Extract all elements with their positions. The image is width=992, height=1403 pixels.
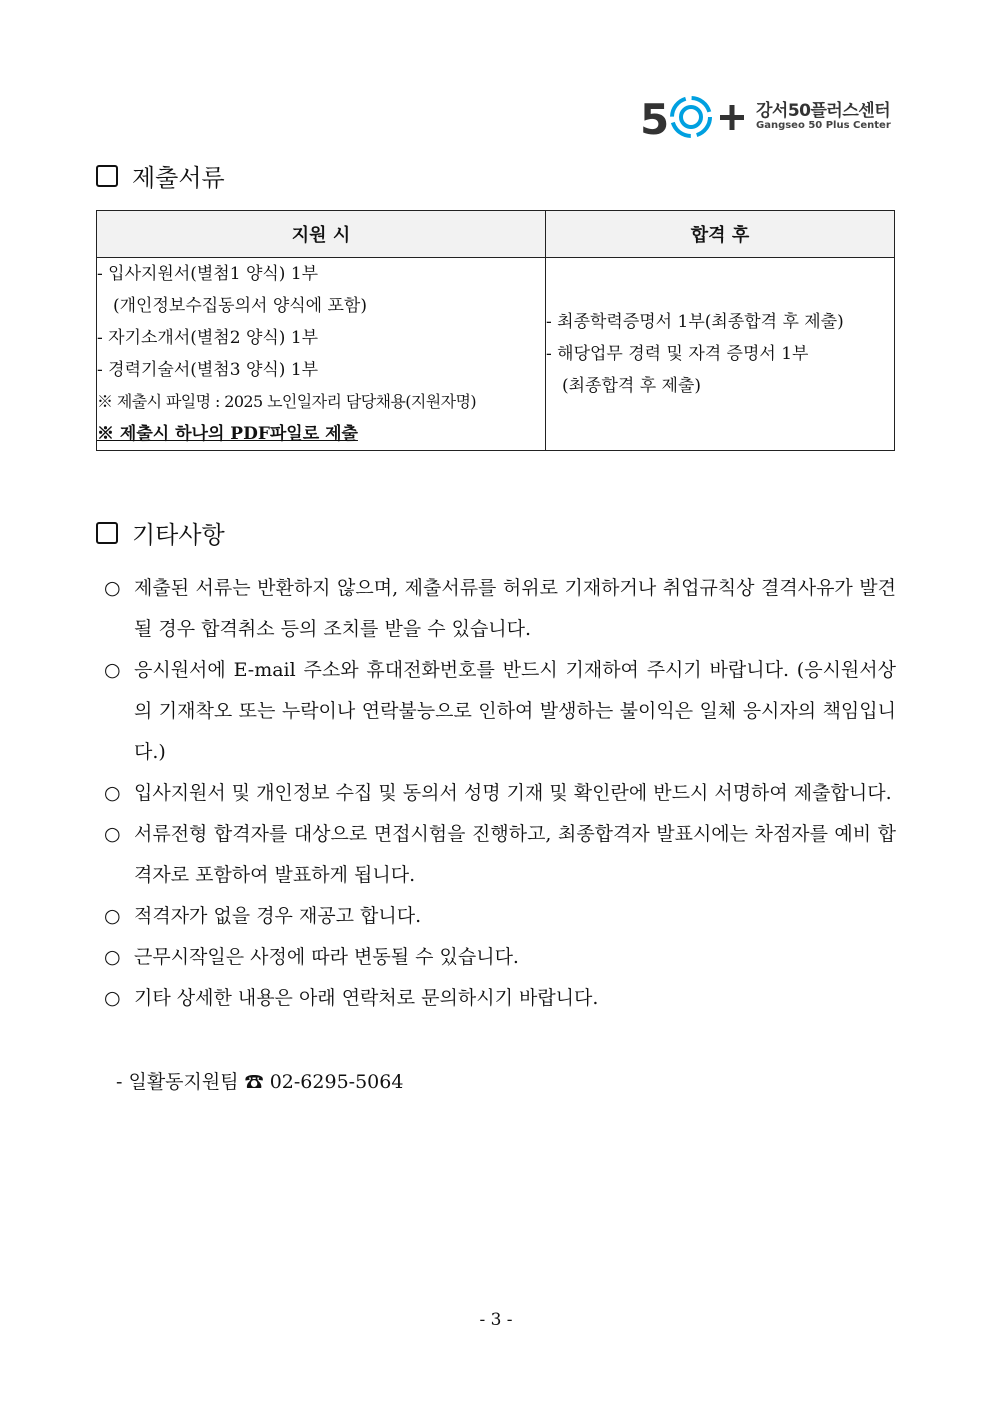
pdf-submit-note: ※ 제출시 하나의 PDF파일로 제출 xyxy=(97,424,358,444)
section-title-other xyxy=(96,515,225,550)
section-title-text: 기타사항 xyxy=(132,521,225,549)
list-item xyxy=(104,978,896,1019)
doc-line: (최종합격 후 제출) xyxy=(562,376,702,396)
svg-text:5: 5 xyxy=(640,95,670,142)
contact-team: - 일활동지원팀 xyxy=(116,1071,239,1093)
header-on-apply: 지원 시 xyxy=(97,211,546,258)
circle-bullet-icon: ○ xyxy=(104,577,121,599)
contact-phone: 02-6295-5064 xyxy=(269,1071,404,1093)
circle-bullet-icon: ○ xyxy=(104,782,121,804)
circle-bullet-icon: ○ xyxy=(104,946,121,968)
list-item xyxy=(104,773,896,814)
circle-bullet-icon: ○ xyxy=(104,905,121,927)
circle-bullet-icon: ○ xyxy=(104,659,121,681)
checkbox-icon xyxy=(96,165,118,187)
note-text: 입사지원서 및 개인정보 수집 및 동의서 성명 기재 및 확인란에 반드시 서명하여 제출합니다. xyxy=(134,782,892,804)
after-pass-cell xyxy=(546,258,895,451)
section-title-text: 제출서류 xyxy=(132,164,225,192)
logo-subtitle: Gangseo 50 Plus Center xyxy=(756,120,891,131)
note-text: 제출된 서류는 반환하지 않으며, 제출서류를 허위로 기재하거나 취업규칙상 결격사유가 발견될 경우 합격취소 등의 조치를 받을 수 있습니다. xyxy=(134,577,896,640)
on-apply-cell xyxy=(97,258,546,451)
documents-table xyxy=(96,210,895,451)
table-header-row xyxy=(97,211,895,258)
note-text: 적격자가 없을 경우 재공고 합니다. xyxy=(134,905,422,927)
note-text: 근무시작일은 사정에 따라 변동될 수 있습니다. xyxy=(134,946,519,968)
doc-line: - 자기소개서(별첨2 양식) 1부 xyxy=(97,328,319,348)
contact-line xyxy=(116,1062,403,1103)
logo-50plus-icon xyxy=(640,92,750,142)
logo-name: 강서50플러스센터 xyxy=(756,101,891,121)
list-item xyxy=(104,896,896,937)
center-logo xyxy=(640,92,910,142)
checkbox-icon xyxy=(96,522,118,544)
list-item xyxy=(104,650,896,773)
circle-bullet-icon: ○ xyxy=(104,823,121,845)
list-item xyxy=(104,814,896,896)
doc-line: - 최종학력증명서 1부(최종합격 후 제출) xyxy=(546,312,844,332)
doc-line: - 경력기술서(별첨3 양식) 1부 xyxy=(97,360,319,380)
section-title-documents xyxy=(96,158,225,193)
page-number: - 3 - xyxy=(479,1310,513,1330)
doc-line: - 입사지원서(별첨1 양식) 1부 xyxy=(97,264,319,284)
header-after-pass: 합격 후 xyxy=(546,211,895,258)
note-text: 기타 상세한 내용은 아래 연락처로 문의하시기 바랍니다. xyxy=(134,987,599,1009)
phone-icon: ☎ xyxy=(244,1071,264,1093)
notes-list xyxy=(104,568,896,1019)
doc-line: (개인정보수집동의서 양식에 포함) xyxy=(113,296,367,316)
note-text: 서류전형 합격자를 대상으로 면접시험을 진행하고, 최종합격자 발표시에는 차점자를 예비 합격자로 포함하여 발표하게 됩니다. xyxy=(134,823,896,886)
table-row xyxy=(97,258,895,451)
doc-line: - 해당업무 경력 및 자격 증명서 1부 xyxy=(546,344,809,364)
list-item xyxy=(104,937,896,978)
circle-bullet-icon: ○ xyxy=(104,987,121,1009)
list-item xyxy=(104,568,896,650)
note-text: 응시원서에 E-mail 주소와 휴대전화번호를 반드시 기재하여 주시기 바랍니다. (응시원서상의 기재착오 또는 누락이나 연락불능으로 인하여 발생하는 불이익은 일체 응시자의 책임입니다.) xyxy=(134,659,896,763)
file-name-note: ※ 제출시 파일명 : 2025 노인일자리 담당채용(지원자명) xyxy=(97,392,476,411)
